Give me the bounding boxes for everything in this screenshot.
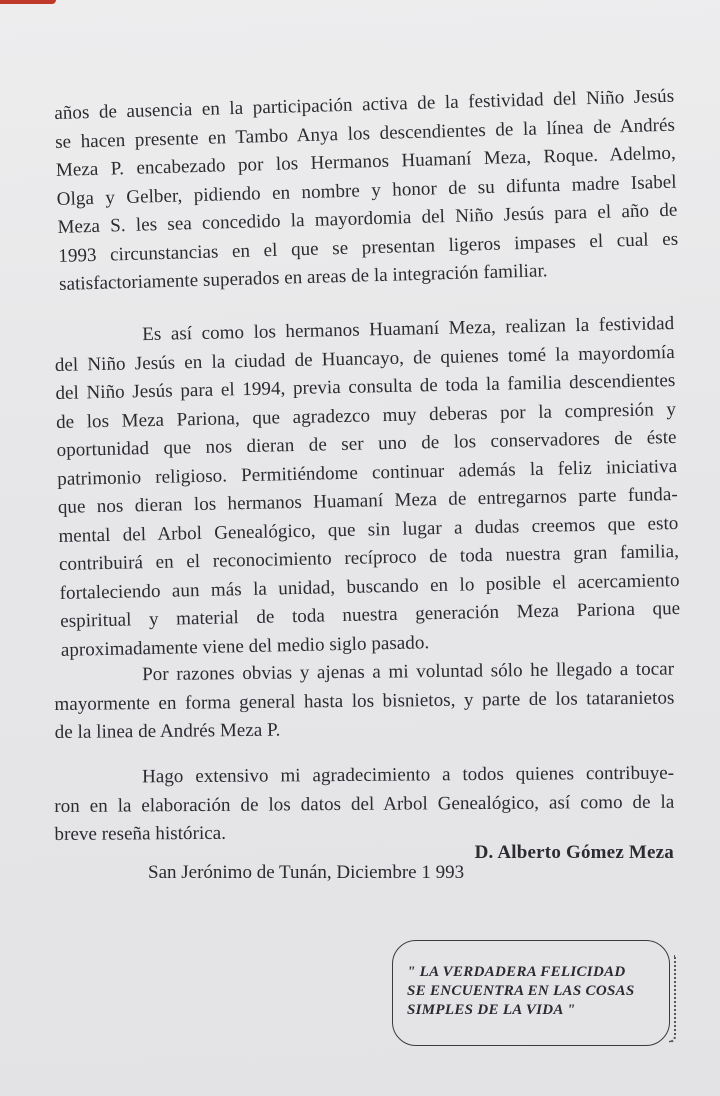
paragraph-line: 1993 circunstancias en el que se presentan ligeros impases el cual es: [58, 228, 679, 267]
paragraph-line: Meza P. encabezado por los Hermanos Huamaní Meza, Roque. Adelmo,: [55, 142, 677, 181]
place-date: San Jerónimo de Tunán, Diciembre 1 993: [148, 862, 465, 883]
paragraph-1: [54, 83, 679, 300]
paragraph-line: mayormente en forma general hasta los bisnietos, y parte de los tataranietos: [54, 687, 675, 715]
paragraph-line: fortaleciendo aun más la unidad, buscando en lo posible el acercamiento: [59, 569, 680, 604]
paragraph-line: contribuirá en el reconocimiento recíproco de toda nuestra gran familia,: [58, 540, 680, 575]
paragraph-line: del Niño Jesús en la ciudad de Huancayo, de quienes tomé la mayordomía: [54, 341, 675, 376]
quote-text: [407, 963, 635, 1020]
paragraph-line: mental del Arbol Genealógico, que sin lugar a dudas creemos que esto: [58, 512, 679, 547]
paragraph-line: se hacen presente en Tambo Anya los descendientes de la línea de Andrés: [54, 114, 676, 153]
paragraph-line: de los Meza Pariona, que agradezco muy deberas por la compresión y: [55, 398, 677, 433]
paragraph-line: Por razones obvias y ajenas a mi voluntad sólo he llegado a tocar: [142, 658, 675, 686]
quote-line: " LA VERDADERA FELICIDAD: [407, 964, 626, 980]
paragraph-line: que nos dieran los hermanos Huamaní Meza de entregarnos parte funda-: [57, 483, 678, 518]
quote-line: SIMPLES DE LA VIDA ": [407, 1002, 576, 1018]
paragraph-3: [54, 656, 675, 748]
paragraph-line: espiritual y material de toda nuestra generación Meza Pariona que: [60, 597, 681, 632]
paragraph-line: ron en la elaboración de los datos del Arbol Genealógico, así como de la: [54, 791, 675, 817]
paragraph-line: breve reseña histórica.: [54, 822, 227, 845]
paragraph-line: oportunidad que nos dieran de ser uno de los conservadores de éste: [56, 426, 677, 461]
paragraph-line: años de ausencia en la participación activa de la festividad del Niño Jesús: [54, 85, 675, 124]
red-corner-mark: [0, 0, 56, 4]
paragraph-4: [54, 760, 675, 850]
paragraph-line: del Niño Jesús para el 1994, previa consulta de toda la familia descendientes: [55, 370, 676, 404]
paragraph-2: [54, 310, 681, 665]
paragraph-line: Meza S. les sea concedido la mayordomia del Niño Jesús para el año de: [57, 199, 678, 238]
paragraph-line: Hago extensivo mi agradecimiento a todos quienes contribuye-: [142, 762, 675, 788]
paragraph-line: de la linea de Andrés Meza P.: [54, 719, 281, 743]
quote-line: SE ENCUENTRA EN LAS COSAS: [407, 983, 635, 999]
paragraph-line: aproximadamente viene del medio siglo pasado.: [60, 631, 430, 661]
paragraph-line: Olga y Gelber, pidiendo en nombre y honor de su difunta madre Isabel: [56, 171, 677, 210]
paragraph-line: satisfactoriamente superados en areas de la integración familiar.: [58, 260, 548, 295]
paragraph-line: Es así como los hermanos Huamaní Meza, realizan la festividad: [142, 313, 675, 346]
paragraph-line: patrimonio religioso. Permitiéndome continuar además la feliz iniciativa: [57, 455, 678, 490]
signature: D. Alberto Gómez Meza: [474, 842, 674, 863]
quote-box: [392, 940, 670, 1046]
